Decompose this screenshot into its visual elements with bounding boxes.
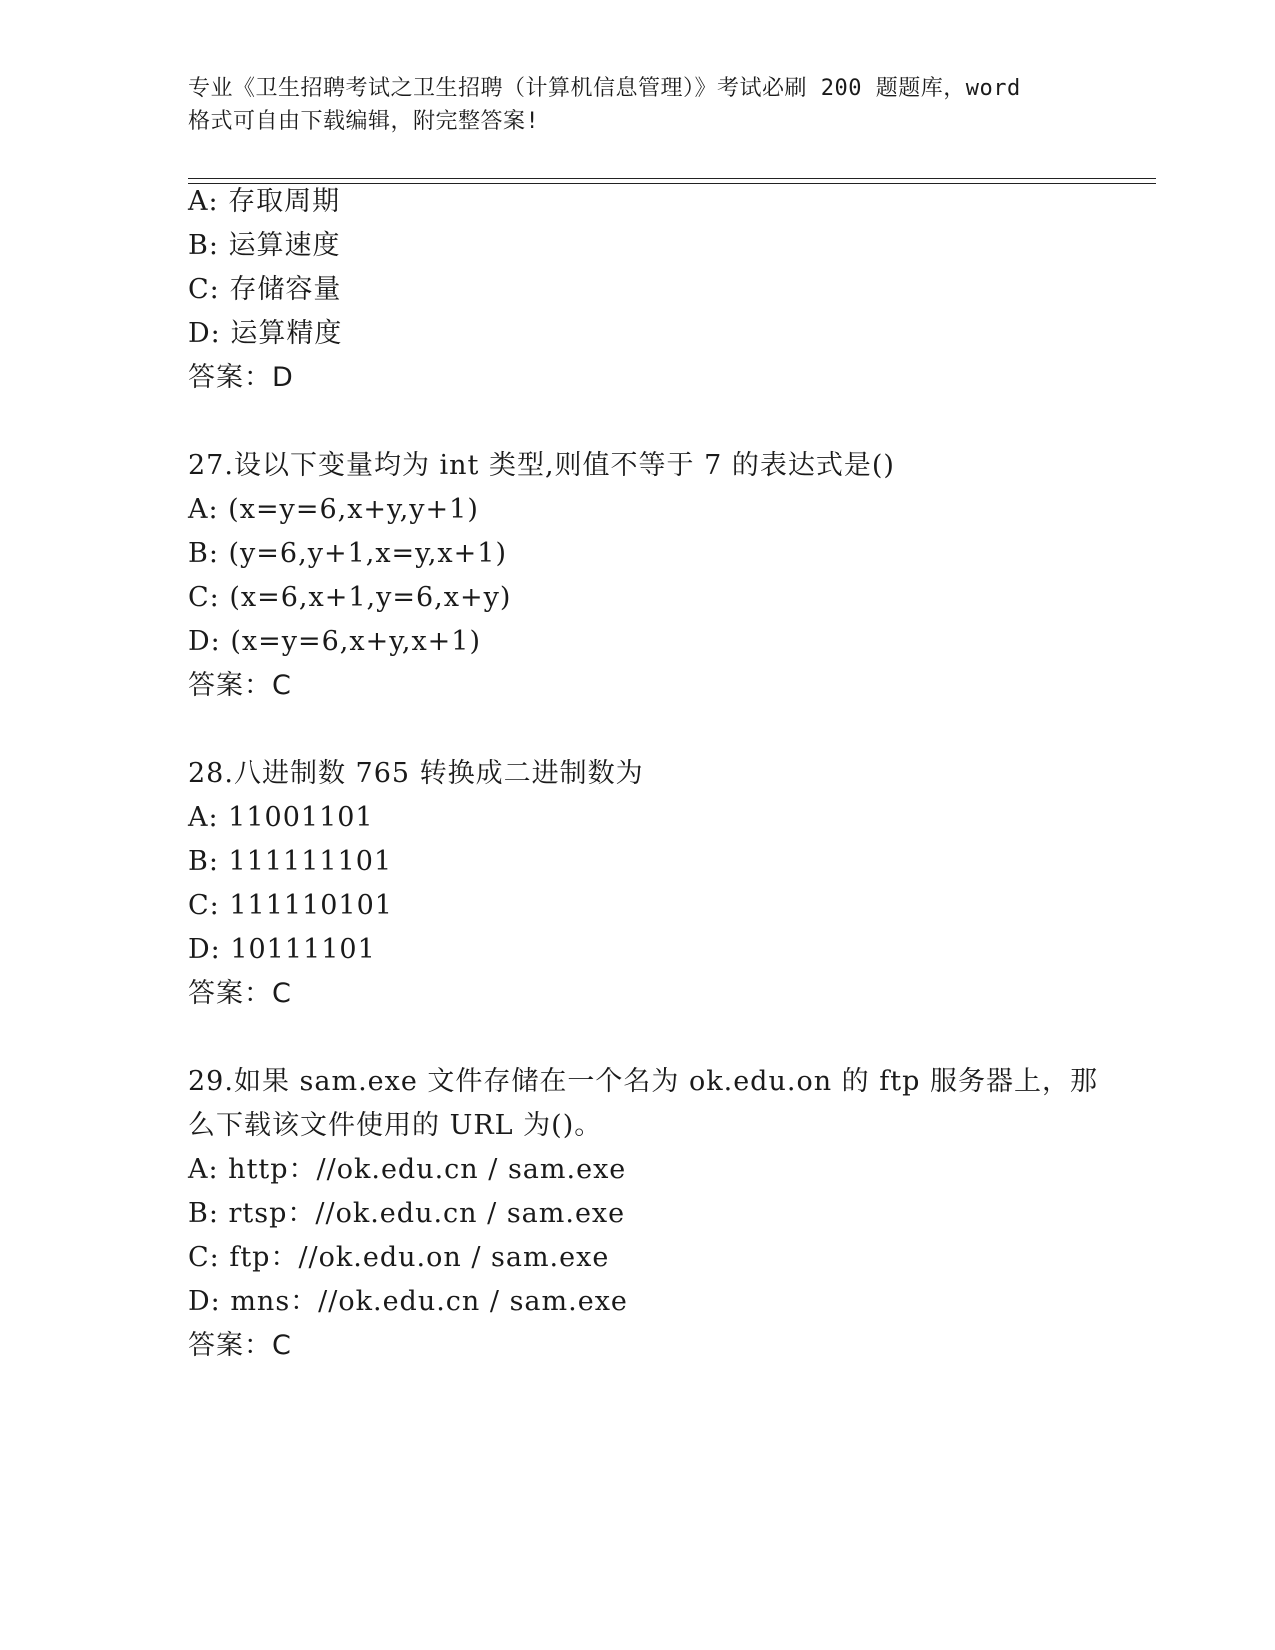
header-divider-top	[188, 178, 1156, 179]
q29-option-d: D: mns：//ok.edu.cn / sam.exe	[188, 1286, 628, 1317]
q26-option-d: D: 运算精度	[188, 318, 343, 349]
header-line-1: 专业《卫生招聘考试之卫生招聘（计算机信息管理）》考试必刷 200 题题库，word	[188, 76, 1021, 101]
q29-option-b: B: rtsp：//ok.edu.cn / sam.exe	[188, 1198, 626, 1229]
q27-option-d: D: (x=y=6,x+y,x+1)	[188, 626, 482, 657]
q29-question-line-2: 么下载该文件使用的 URL 为()。	[188, 1110, 603, 1141]
q27-answer: 答案：C	[188, 670, 292, 701]
q29-question-line-1: 29.如果 sam.exe 文件存储在一个名为 ok.edu.on 的 ftp 服务器上，那	[188, 1066, 1098, 1097]
q26-option-a: A: 存取周期	[188, 186, 341, 217]
q27-option-c: C: (x=6,x+1,y=6,x+y)	[188, 582, 512, 613]
q29-answer: 答案：C	[188, 1330, 292, 1361]
q28-option-d: D: 10111101	[188, 934, 376, 965]
q27-option-a: A: (x=y=6,x+y,y+1)	[188, 494, 479, 525]
q28-question: 28.八进制数 765 转换成二进制数为	[188, 758, 644, 789]
document-header	[188, 72, 1088, 138]
header-line-2: 格式可自由下载编辑，附完整答案!	[188, 109, 540, 134]
q27-option-b: B: (y=6,y+1,x=y,x+1)	[188, 538, 507, 569]
q28-option-c: C: 111110101	[188, 890, 393, 921]
q29-option-c: C: ftp：//ok.edu.on / sam.exe	[188, 1242, 610, 1273]
q26-option-c: C: 存储容量	[188, 274, 342, 305]
q28-option-a: A: 11001101	[188, 802, 374, 833]
q27-question: 27.设以下变量均为 int 类型,则值不等于 7 的表达式是()	[188, 450, 895, 481]
q26-answer: 答案：D	[188, 362, 294, 393]
q29-option-a: A: http：//ok.edu.cn / sam.exe	[188, 1154, 627, 1185]
q28-answer: 答案：C	[188, 978, 292, 1009]
q28-option-b: B: 111111101	[188, 846, 393, 877]
q26-option-b: B: 运算速度	[188, 230, 341, 261]
